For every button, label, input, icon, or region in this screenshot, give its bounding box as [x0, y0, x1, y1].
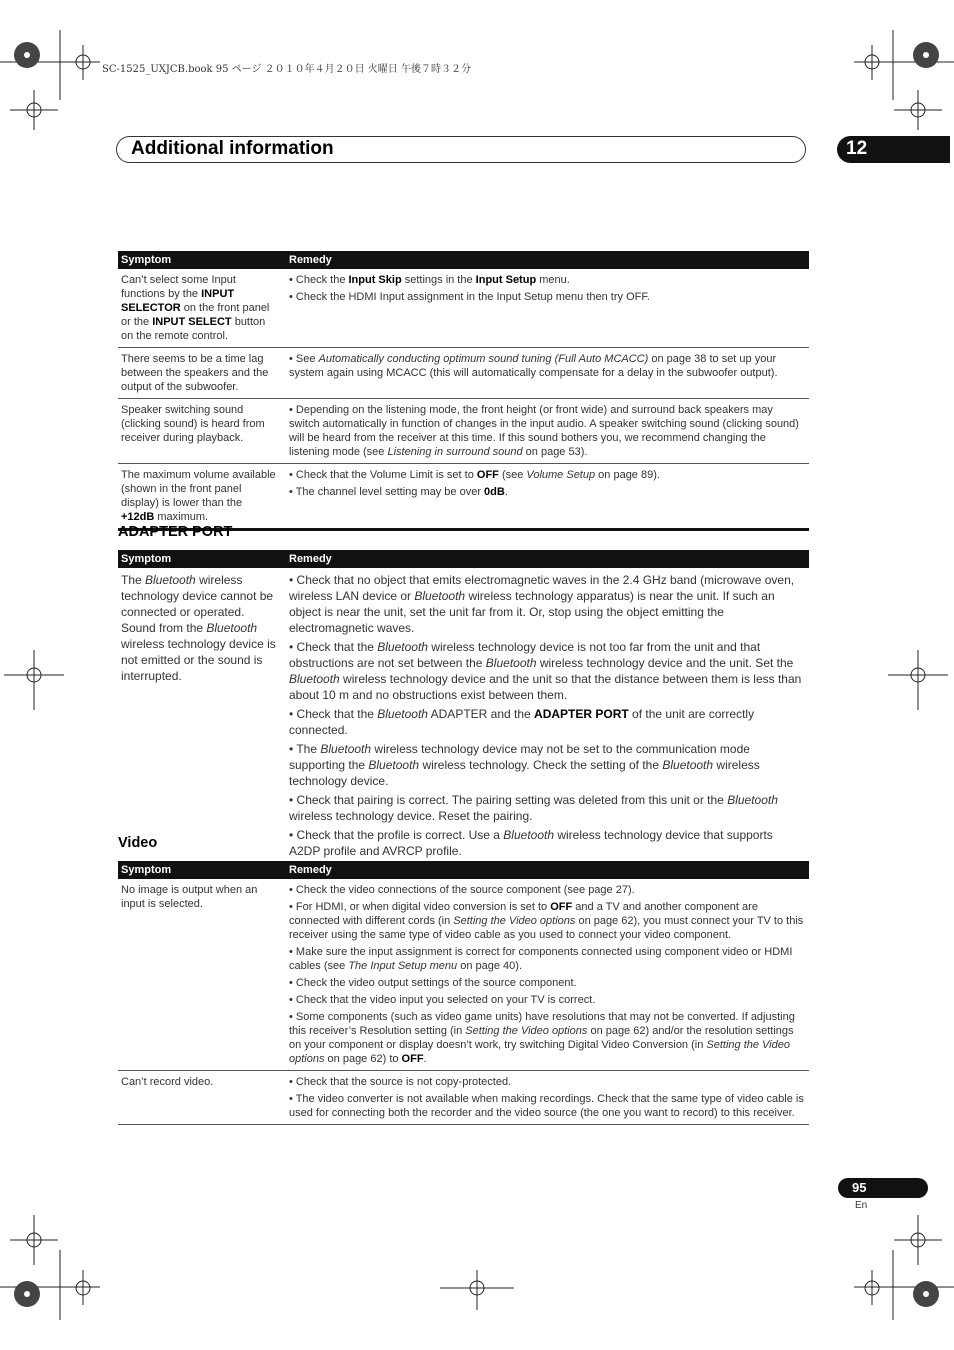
remedy-cell: [286, 269, 809, 348]
column-header-symptom: Symptom: [118, 251, 286, 269]
print-info-line: SC-1525_UXJCB.book 95 ページ ２０１０年４月２０日 火曜日 午後７時３２分: [102, 64, 471, 75]
remedy-item: • The video converter is not available when making recordings. Check that the same type of video cable is used for connecting both the recorder and the video source (the one you want to record) to this receiver.: [289, 1093, 804, 1119]
remedy-cell: [286, 464, 809, 530]
remedy-item: • The channel level setting may be over 0dB.: [289, 486, 508, 498]
remedy-cell: [286, 399, 809, 464]
remedy-item: • Check that the source is not copy-protected.: [289, 1076, 512, 1088]
table-row: [118, 568, 809, 865]
table-row: [118, 348, 809, 399]
chapter-number: 12: [846, 138, 868, 159]
remedy-item: • See Automatically conducting optimum sound tuning (Full Auto MCACC) on page 38 to set up your system again using MCACC (this will automatically compensate for a delay in the subwoofer output).: [289, 353, 778, 379]
remedy-item: • Check that no object that emits electromagnetic waves in the 2.4 GHz band (microwave oven, wireless LAN device or Bluetooth wireless technology apparatus) is near the unit. If such an object is near the unit, set the unit far from it. Or, stop using the object emitting the electromagnetic waves.: [289, 573, 795, 635]
symptom-cell: Can’t select some Input functions by the INPUT SELECTOR on the front panel or the INPUT SELECT button on the remote control.: [118, 269, 286, 348]
remedy-item: • Check the HDMI Input assignment in the Input Setup menu then try OFF.: [289, 291, 650, 303]
remedy-item: • Check that pairing is correct. The pairing setting was deleted from this unit or the Bluetooth wireless technology device. Reset the pairing.: [289, 793, 778, 823]
chapter-tab: [837, 136, 950, 163]
table-row: [118, 399, 809, 464]
remedy-item: • Check that the Bluetooth wireless technology device is not too far from the unit and that obstructions are not set between the Bluetooth wireless technology device and the unit. Set the Bluetooth wireless technology device and the unit so that the distance between them is less than about 10 m and no obstructions exist between them.: [289, 640, 802, 702]
symptom-cell: Can’t record video.: [118, 1071, 286, 1125]
remedy-cell: [286, 1071, 809, 1125]
page-title: Additional information: [131, 138, 334, 159]
language-code: En: [855, 1200, 868, 1211]
remedy-item: • Some components (such as video game units) have resolutions that may not be converted. If adjusting this receiver’s Resolution setting (in Setting the Video options on page 62) and/or the resolution settings on your component or display doesn’t work, try switching Digital Video Conversion (in Setting the Video options on page 62) to OFF.: [289, 1011, 795, 1065]
remedy-item: • Depending on the listening mode, the front height (or front wide) and surround back speakers may switch automatically in function of changes in the input audio. A speaker switching sound (clicking sound) will be heard from the receiver at this time. If this sound bothers you, we recommend changing the listening mode (see Listening in surround sound on page 53).: [289, 404, 799, 458]
symptom-cell: The Bluetooth wireless technology device cannot be connected or operated. Sound from the Bluetooth wireless technology device is not emitted or the sound is interrupted.: [118, 568, 286, 865]
remedy-item: • The Bluetooth wireless technology device may not be set to the communication mode supporting the Bluetooth wireless technology. Check the setting of the Bluetooth wireless technology device.: [289, 742, 760, 788]
symptom-cell: No image is output when an input is selected.: [118, 879, 286, 1071]
page-number-tab: [838, 1178, 928, 1198]
column-header-symptom: Symptom: [118, 550, 286, 568]
remedy-item: • Check the Input Skip settings in the Input Setup menu.: [289, 274, 570, 286]
column-header-symptom: Symptom: [118, 861, 286, 879]
remedy-item: • For HDMI, or when digital video conversion is set to OFF and a TV and another component are connected with different cords (in Setting the Video options on page 62), you must connect your TV to this receiver using the same type of video cable as you used to connect your video component.: [289, 901, 804, 941]
section-title-video: Video: [118, 835, 158, 851]
remedy-item: • Check the video output settings of the source component.: [289, 977, 577, 989]
column-header-remedy: Remedy: [286, 550, 809, 568]
symptom-cell: The maximum volume available (shown in the front panel display) is lower than the +12dB maximum.: [118, 464, 286, 530]
remedy-item: • Check that the Bluetooth ADAPTER and the ADAPTER PORT of the unit are correctly connected.: [289, 707, 755, 737]
symptom-cell: There seems to be a time lag between the speakers and the output of the subwoofer.: [118, 348, 286, 399]
remedy-item: • Check that the profile is correct. Use a Bluetooth wireless technology device that supports A2DP profile and AVRCP profile.: [289, 828, 773, 858]
page-number: 95: [852, 1180, 867, 1195]
table-row: [118, 464, 809, 530]
remedy-item: • Check that the Volume Limit is set to OFF (see Volume Setup on page 89).: [289, 469, 660, 481]
remedy-cell: [286, 879, 809, 1071]
column-header-remedy: Remedy: [286, 861, 809, 879]
remedy-item: • Check the video connections of the source component (see page 27).: [289, 884, 635, 896]
troubleshooting-table-video: [118, 861, 809, 1125]
remedy-cell: [286, 568, 809, 865]
remedy-item: • Check that the video input you selected on your TV is correct.: [289, 994, 596, 1006]
remedy-cell: [286, 348, 809, 399]
troubleshooting-table-general: [118, 251, 809, 531]
section-title-adapter-port: ADAPTER PORT: [118, 524, 233, 540]
table-row: [118, 269, 809, 348]
symptom-cell: Speaker switching sound (clicking sound) is heard from receiver during playback.: [118, 399, 286, 464]
troubleshooting-table-adapter-port: [118, 550, 809, 866]
remedy-item: • Make sure the input assignment is correct for components connected using component video or HDMI cables (see The Input Setup menu on page 40).: [289, 946, 793, 972]
table-row: [118, 1071, 809, 1125]
table-row: [118, 879, 809, 1071]
column-header-remedy: Remedy: [286, 251, 809, 269]
